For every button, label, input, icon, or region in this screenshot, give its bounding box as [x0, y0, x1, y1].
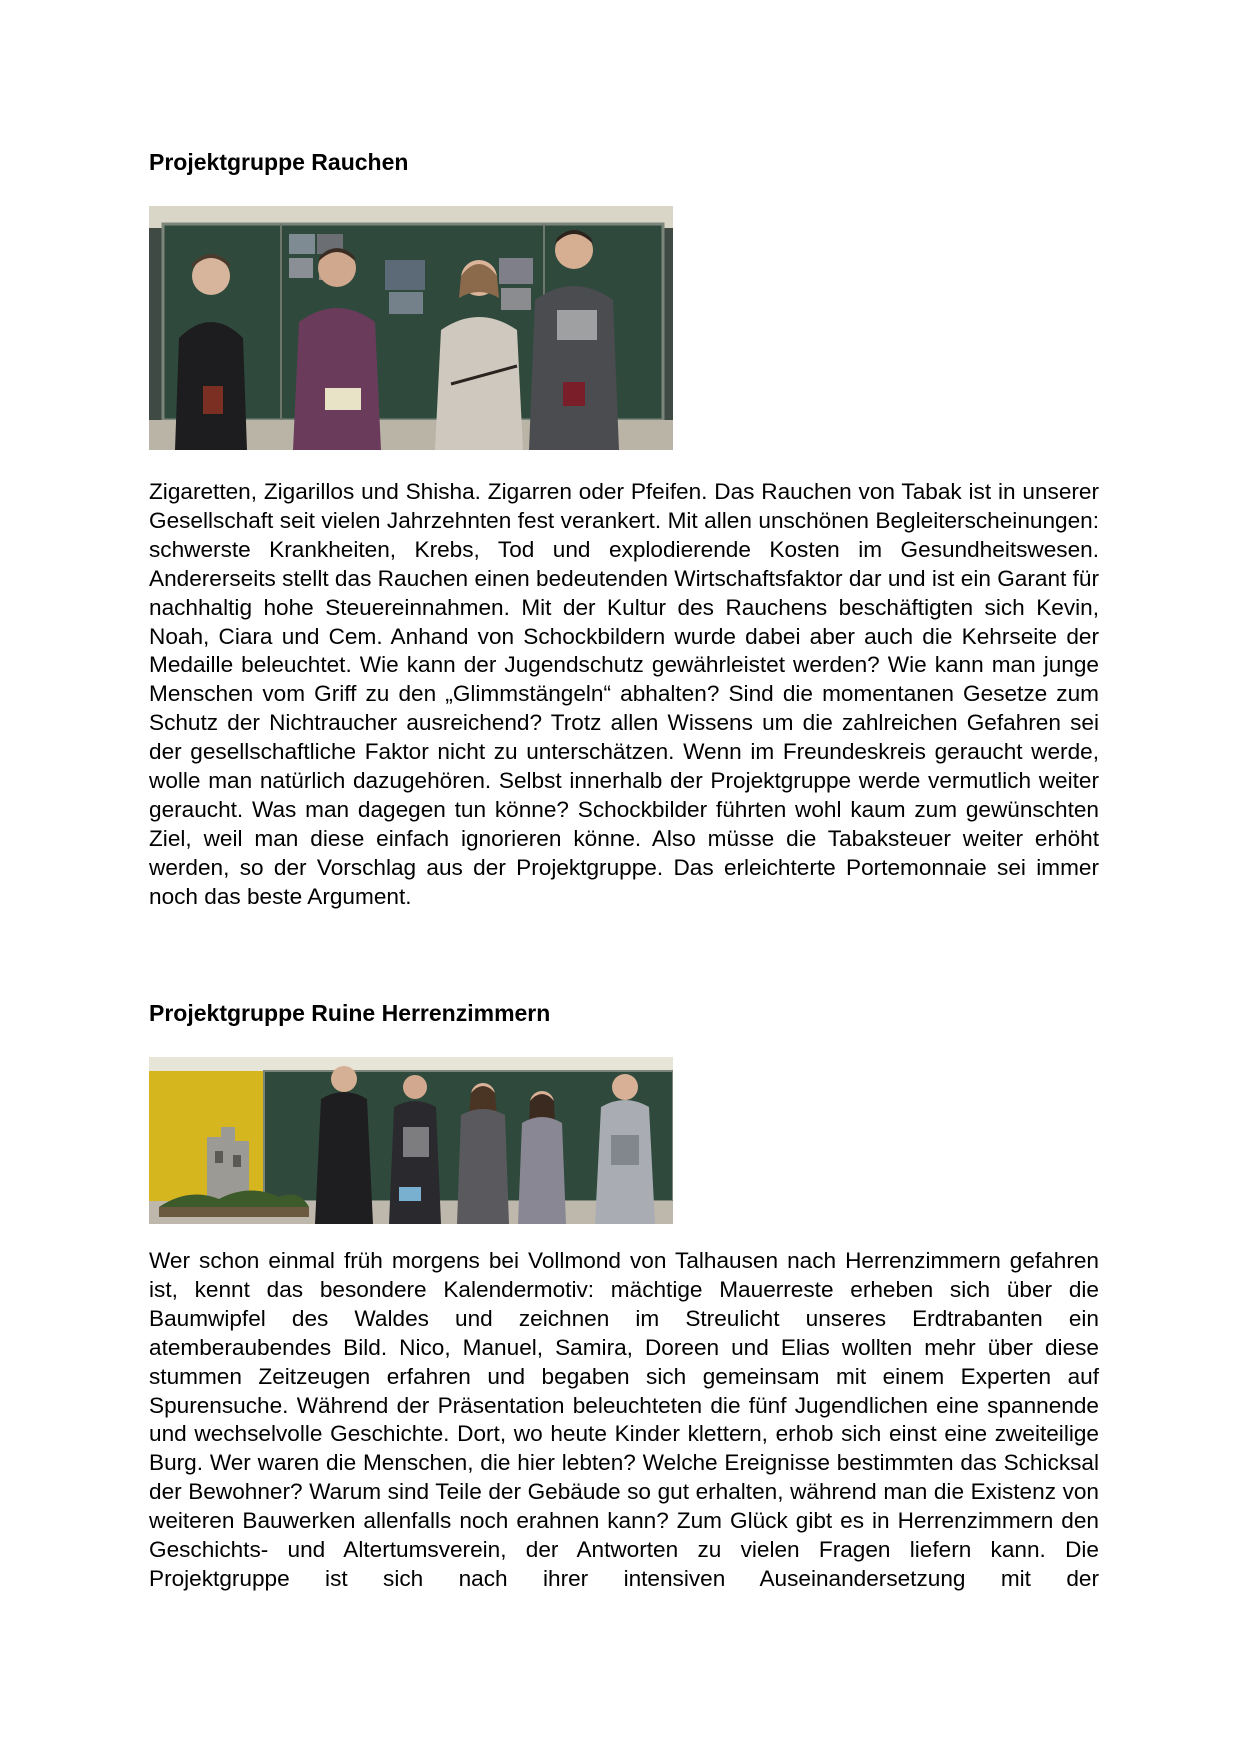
section-text-rauchen: Zigaretten, Zigarillos und Shisha. Zigarren oder Pfeifen. Das Rauchen von Tabak ist in unserer Gesellschaft seit vielen Jahrzehnten fest verankert. Mit allen unschönen Begleiterscheinungen: schwerste Krankheiten, Krebs, Tod und explodierende Kosten im Gesundheitswesen. Andererseits stellt das Rauchen einen bedeutenden Wirtschaftsfaktor dar und ist ein Garant für nachhaltig hohe Steuereinnahmen. Mit der Kultur des Rauchens beschäftigten sich Kevin, Noah, Ciara und Cem. Anhand von Schockbildern wurde dabei aber auch die Kehrseite der Medaille beleuchtet. Wie kann der Jugendschutz gewährleistet werden? Wie kann man junge Menschen vom Griff zu den „Glimmstängeln“ abhalten? Sind die momentanen Gesetze zum Schutz der Nichtraucher ausreichend? Trotz allen Wissens um die zahlreichen Gefahren sei der gesellschaftliche Faktor nicht zu unterschätzen. Wenn im Freundeskreis geraucht werde, wolle man natürlich dazugehören. Selbst innerhalb der Projektgruppe werde vermutlich weiter geraucht. Was man dagegen tun könne? Schockbilder führten wohl kaum zum gewünschten Ziel, weil man diese einfach ignorieren könne. Also müsse die Tabaksteuer weiter erhöht werden, so der Vorschlag aus der Projektgruppe. Das erleichterte Portemonnaie sei immer noch das beste Argument.: [149, 479, 1099, 909]
section-heading-ruine-herrenzimmern: Projektgruppe Ruine Herrenzimmern: [149, 1000, 551, 1026]
photo-projektgruppe-rauchen: [149, 206, 673, 450]
section-heading-rauchen: Projektgruppe Rauchen: [149, 149, 409, 175]
photo-projektgruppe-ruine-herrenzimmern: [149, 1057, 673, 1224]
section-text-ruine-herrenzimmern: Wer schon einmal früh morgens bei Vollmond von Talhausen nach Herrenzimmern gefahren ist, kennt das besondere Kalendermotiv: mächtige Mauerreste erheben sich über die Baumwipfel des Waldes und zeichnen im Streulicht unseres Erdtrabanten ein atemberaubendes Bild. Nico, Manuel, Samira, Doreen und Elias wollten mehr über diese stummen Zeitzeugen erfahren und begaben sich gemeinsam mit einem Experten auf Spurensuche. Während der Präsentation beleuchteten die fünf Jugendlichen eine spannende und wechselvolle Geschichte. Dort, wo heute Kinder klettern, erhob sich einst eine zweiteilige Burg. Wer waren die Menschen, die hier lebten? Welche Ereignisse bestimmten das Schicksal der Bewohner? Warum sind Teile der Gebäude so gut erhalten, während man die Existenz von weiteren Bauwerken allenfalls noch erahnen kann? Zum Glück gibt es in Herrenzimmern den Geschichts- und Altertumsverein, der Antworten zu vielen Fragen liefern kann. Die Projektgruppe ist sich nach ihrer intensiven Auseinandersetzung mit der: [149, 1248, 1099, 1591]
